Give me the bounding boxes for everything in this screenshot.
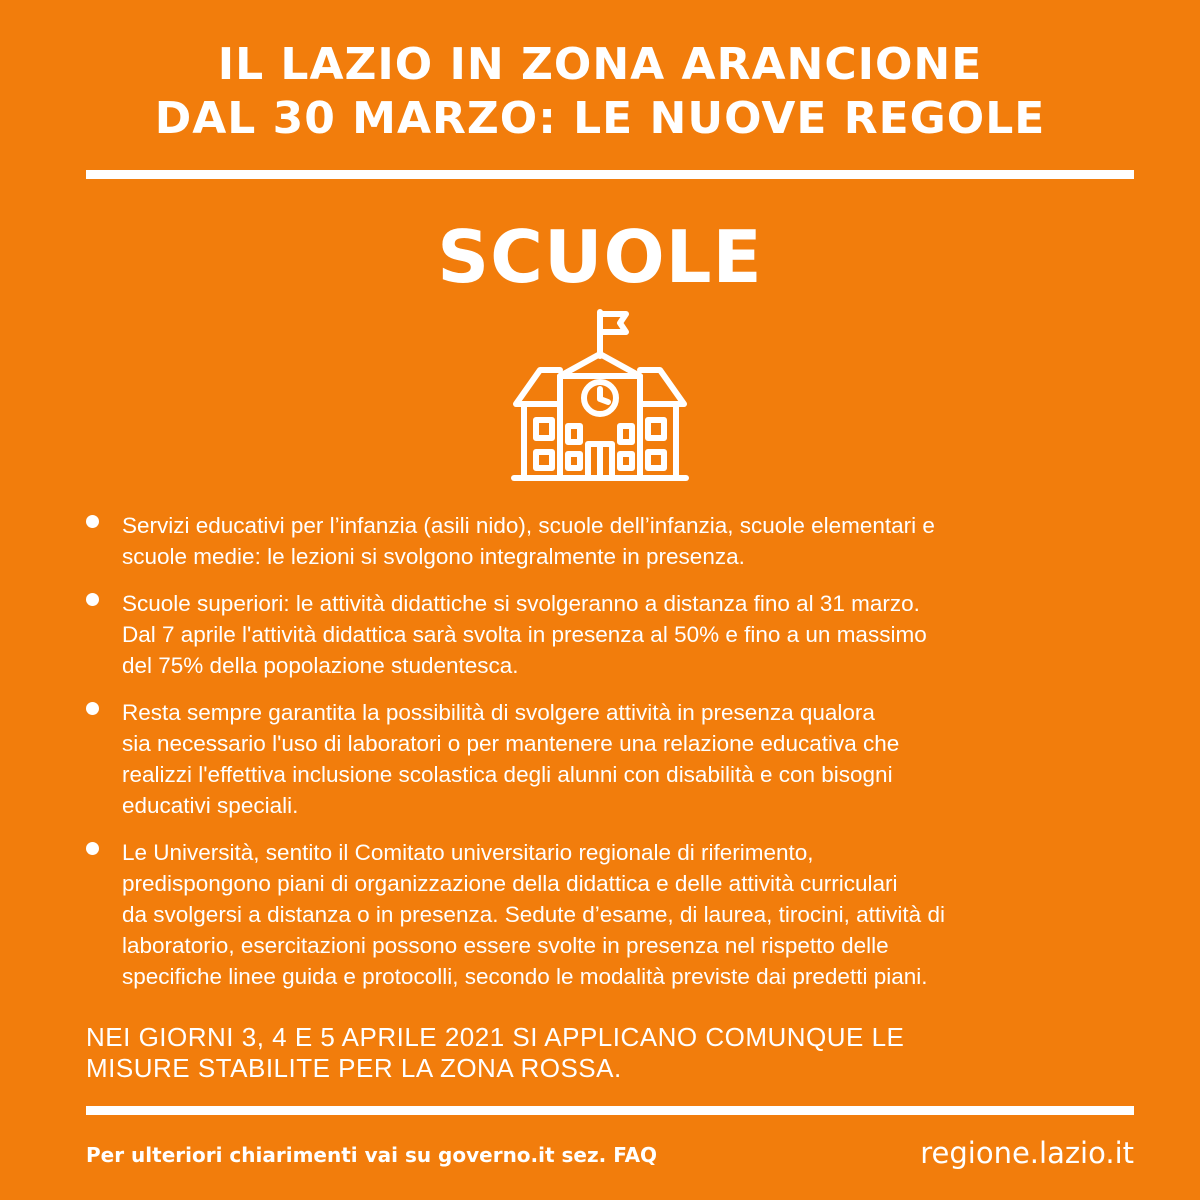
bullet-line: Le Università, sentito il Comitato universitario regionale di riferimento, bbox=[122, 840, 814, 865]
bullet-dot-icon bbox=[86, 515, 99, 528]
top-divider bbox=[86, 170, 1134, 179]
bullet-line: Servizi educativi per l’infanzia (asili nido), scuole dell’infanzia, scuole elementari e bbox=[122, 513, 935, 538]
bullet-line: realizzi l'effettiva inclusione scolastica degli alunni con disabilità e con bisogni bbox=[122, 762, 893, 787]
bullet-line: sia necessario l'uso di laboratori o per mantenere una relazione educativa che bbox=[122, 731, 900, 756]
school-building-icon bbox=[508, 306, 692, 486]
bullet-line: del 75% della popolazione studentesca. bbox=[122, 653, 519, 678]
notice-line-1: NEI GIORNI 3, 4 E 5 APRILE 2021 SI APPLICANO COMUNQUE LE bbox=[86, 1022, 905, 1052]
list-item bbox=[86, 697, 1136, 821]
headline-line-2: DAL 30 MARZO: LE NUOVE REGOLE bbox=[154, 93, 1046, 144]
bullet-line: predispongono piani di organizzazione della didattica e delle attività curriculari bbox=[122, 871, 898, 896]
bullet-line: Dal 7 aprile l'attività didattica sarà svolta in presenza al 50% e fino a un massimo bbox=[122, 622, 927, 647]
headline bbox=[0, 38, 1200, 146]
bullet-line: Resta sempre garantita la possibilità di svolgere attività in presenza qualora bbox=[122, 700, 875, 725]
red-zone-notice bbox=[86, 1022, 1136, 1084]
rules-list bbox=[86, 510, 1136, 1008]
bullet-line: laboratorio, esercitazioni possono essere svolte in presenza nel rispetto delle bbox=[122, 933, 889, 958]
bullet-line: specifiche linee guida e protocolli, secondo le modalità previste dai predetti piani. bbox=[122, 964, 928, 989]
list-item bbox=[86, 837, 1136, 992]
bullet-line: educativi speciali. bbox=[122, 793, 299, 818]
list-item bbox=[86, 510, 1136, 572]
bottom-divider bbox=[86, 1106, 1134, 1115]
bullet-line: scuole medie: le lezioni si svolgono integralmente in presenza. bbox=[122, 544, 745, 569]
headline-line-1: IL LAZIO IN ZONA ARANCIONE bbox=[217, 39, 983, 90]
faq-note: Per ulteriori chiarimenti vai su governo.it sez. FAQ bbox=[86, 1143, 658, 1167]
notice-line-2: MISURE STABILITE PER LA ZONA ROSSA. bbox=[86, 1053, 622, 1083]
section-title: SCUOLE bbox=[437, 215, 763, 299]
bullet-dot-icon bbox=[86, 842, 99, 855]
bullet-dot-icon bbox=[86, 593, 99, 606]
website-link[interactable]: regione.lazio.it bbox=[920, 1136, 1134, 1170]
bullet-dot-icon bbox=[86, 702, 99, 715]
list-item bbox=[86, 588, 1136, 681]
bullet-line: da svolgersi a distanza o in presenza. Sedute d’esame, di laurea, tirocini, attività di bbox=[122, 902, 945, 927]
bullet-line: Scuole superiori: le attività didattiche si svolgeranno a distanza fino al 31 marzo. bbox=[122, 591, 920, 616]
